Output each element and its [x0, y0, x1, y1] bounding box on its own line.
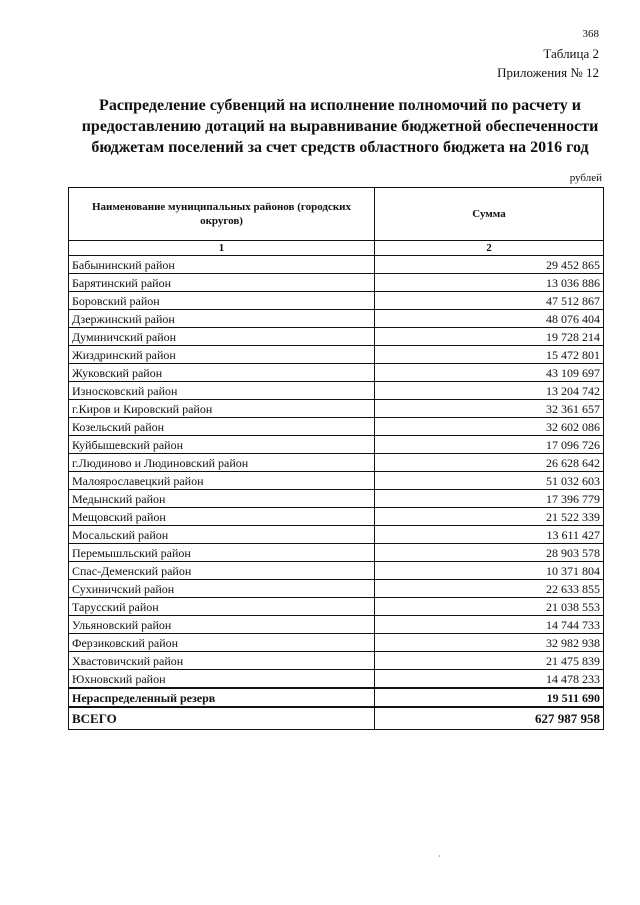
district-sum: 22 633 855 [375, 580, 604, 598]
district-sum: 32 602 086 [375, 418, 604, 436]
district-sum: 26 628 642 [375, 454, 604, 472]
district-sum: 32 361 657 [375, 400, 604, 418]
title-line: предоставлению дотаций на выравнивание бюджетной обеспеченности [81, 118, 599, 135]
title-line: бюджетам поселений за счет средств областного бюджета на 2016 год [91, 139, 589, 156]
table-row [69, 328, 604, 346]
table-row [69, 670, 604, 689]
subventions-table [68, 187, 604, 730]
table-row [69, 562, 604, 580]
table-row [69, 274, 604, 292]
table-row [69, 436, 604, 454]
district-sum: 28 903 578 [375, 544, 604, 562]
table-row [69, 400, 604, 418]
district-sum: 29 452 865 [375, 256, 604, 274]
table-index-row [69, 241, 604, 256]
district-name: Жуковский район [69, 364, 375, 382]
table-row [69, 544, 604, 562]
column-header-name: Наименование муниципальных районов (городских округов) [69, 188, 375, 241]
district-name: Юхновский район [69, 670, 375, 689]
table-row [69, 580, 604, 598]
district-name: Хвастовичский район [69, 652, 375, 670]
table-row [69, 454, 604, 472]
reserve-row [69, 688, 604, 707]
district-name: Ульяновский район [69, 616, 375, 634]
district-name: Износковский район [69, 382, 375, 400]
district-name: Дзержинский район [69, 310, 375, 328]
district-sum: 14 744 733 [375, 616, 604, 634]
table-row [69, 616, 604, 634]
district-name: Козельский район [69, 418, 375, 436]
district-sum: 19 728 214 [375, 328, 604, 346]
district-sum: 47 512 867 [375, 292, 604, 310]
page-number: 368 [582, 28, 599, 40]
table-row [69, 508, 604, 526]
total-row [69, 707, 604, 730]
district-sum: 13 611 427 [375, 526, 604, 544]
district-name: Спас-Деменский район [69, 562, 375, 580]
table-row [69, 382, 604, 400]
district-name: Бабынинский район [69, 256, 375, 274]
district-sum: 21 475 839 [375, 652, 604, 670]
district-name: Барятинский район [69, 274, 375, 292]
district-sum: 48 076 404 [375, 310, 604, 328]
district-name: Жиздринский район [69, 346, 375, 364]
table-row [69, 598, 604, 616]
district-sum: 17 096 726 [375, 436, 604, 454]
table-row [69, 418, 604, 436]
district-sum: 43 109 697 [375, 364, 604, 382]
district-sum: 13 204 742 [375, 382, 604, 400]
table-body [69, 256, 604, 730]
district-name: Ферзиковский район [69, 634, 375, 652]
table-row [69, 346, 604, 364]
district-sum: 17 396 779 [375, 490, 604, 508]
district-name: г.Киров и Кировский район [69, 400, 375, 418]
total-sum: 627 987 958 [375, 707, 604, 730]
district-name: Думиничский район [69, 328, 375, 346]
district-sum: 15 472 801 [375, 346, 604, 364]
document-title [70, 95, 610, 158]
table-header-row [69, 188, 604, 241]
units-label: рублей [569, 172, 602, 184]
district-sum: 13 036 886 [375, 274, 604, 292]
district-sum: 21 038 553 [375, 598, 604, 616]
district-name: Мосальский район [69, 526, 375, 544]
district-name: Боровский район [69, 292, 375, 310]
district-sum: 21 522 339 [375, 508, 604, 526]
table-row [69, 364, 604, 382]
column-header-sum: Сумма [375, 188, 604, 241]
district-name: Куйбышевский район [69, 436, 375, 454]
district-name: г.Людиново и Людиновский район [69, 454, 375, 472]
table-row [69, 256, 604, 274]
total-name: ВСЕГО [69, 707, 375, 730]
district-sum: 32 982 938 [375, 634, 604, 652]
column-index: 1 [69, 241, 375, 256]
table-row [69, 292, 604, 310]
district-name: Тарусский район [69, 598, 375, 616]
district-sum: 10 371 804 [375, 562, 604, 580]
title-line: Распределение субвенций на исполнение полномочий по расчету и [99, 97, 581, 114]
district-name: Малоярославецкий район [69, 472, 375, 490]
district-name: Медынский район [69, 490, 375, 508]
table-row [69, 634, 604, 652]
district-sum: 14 478 233 [375, 670, 604, 689]
table-row [69, 310, 604, 328]
district-name: Сухиничский район [69, 580, 375, 598]
reserve-sum: 19 511 690 [375, 688, 604, 707]
table-ref: Таблица 2 [543, 46, 599, 61]
district-name: Перемышльский район [69, 544, 375, 562]
table-row [69, 652, 604, 670]
reserve-name: Нераспределенный резерв [69, 688, 375, 707]
column-index: 2 [375, 241, 604, 256]
district-name: Мещовский район [69, 508, 375, 526]
page-mark: · [438, 852, 441, 861]
table-row [69, 472, 604, 490]
district-sum: 51 032 603 [375, 472, 604, 490]
table-row [69, 490, 604, 508]
appendix-ref: Приложения № 12 [497, 65, 599, 80]
table-row [69, 526, 604, 544]
